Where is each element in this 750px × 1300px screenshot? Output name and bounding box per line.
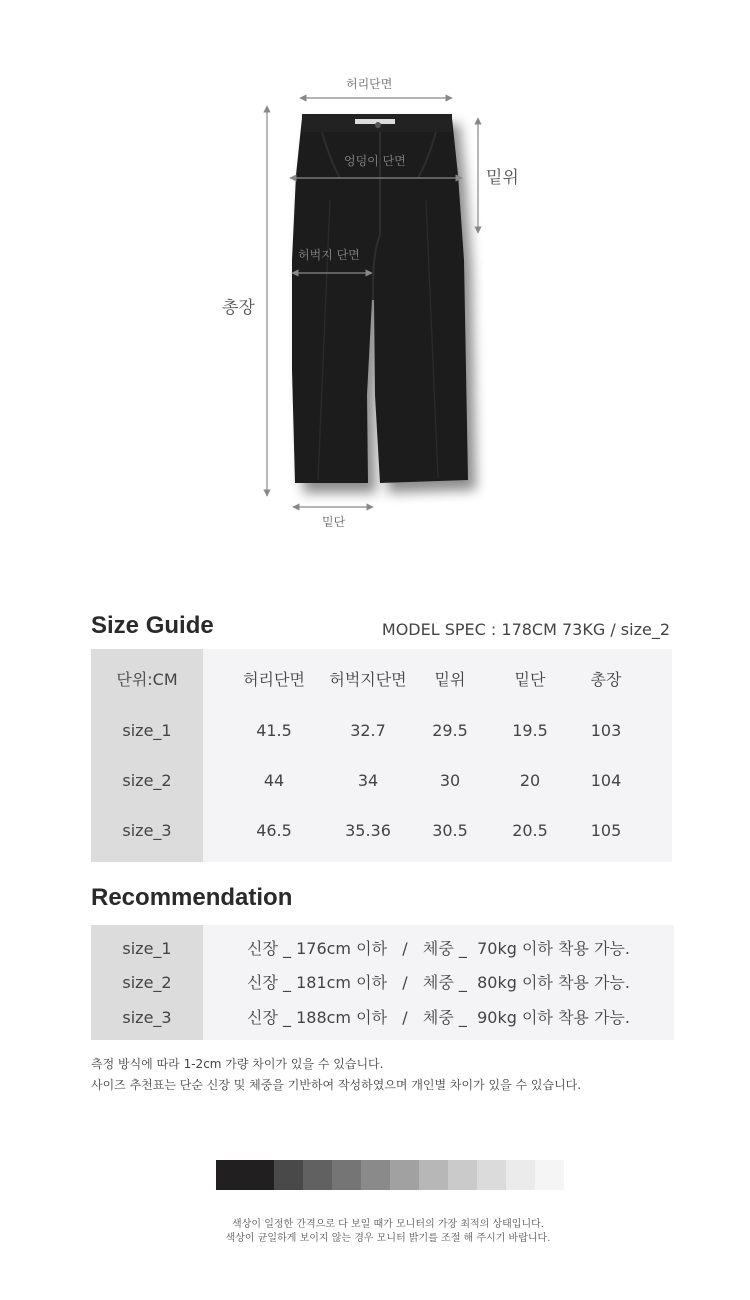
table-row xyxy=(91,706,672,756)
rise-value: 30.5 xyxy=(432,821,468,840)
hem-label: 밑단 xyxy=(322,515,346,529)
recommendation-text: 신장 _ 188cm 이하 / 체중 _ 90kg 이하 착용 가능. xyxy=(247,1008,630,1027)
hem-value: 19.5 xyxy=(512,721,548,740)
calibration-text-1: 색상이 일정한 간격으로 다 보일 때가 모니터의 가장 최적의 상태입니다. xyxy=(232,1219,544,1230)
note-measurement: 측정 방식에 따라 1-2cm 가량 차이가 있을 수 있습니다. xyxy=(91,1057,384,1071)
size-table-header-row xyxy=(91,655,672,705)
grayscale-swatch xyxy=(245,1160,274,1190)
size-guide-title: Size Guide xyxy=(91,612,214,639)
thigh-value: 34 xyxy=(357,771,379,790)
total-length-value: 105 xyxy=(590,821,622,840)
measurement-diagram xyxy=(0,0,750,560)
header-total-length: 총장 xyxy=(590,670,622,689)
grayscale-swatch xyxy=(332,1160,361,1190)
waist-label: 허리단면 xyxy=(346,77,393,91)
rise-value: 29.5 xyxy=(432,721,468,740)
size-table xyxy=(91,649,672,862)
header-unit: 단위:CM xyxy=(116,670,178,689)
recommendation-text: 신장 _ 181cm 이하 / 체중 _ 80kg 이하 착용 가능. xyxy=(247,973,630,992)
recommendation-text: 신장 _ 176cm 이하 / 체중 _ 70kg 이하 착용 가능. xyxy=(247,939,630,958)
size-name: size_1 xyxy=(122,939,172,958)
list-item xyxy=(91,931,674,966)
waist-value: 46.5 xyxy=(256,821,292,840)
grayscale-swatch xyxy=(506,1160,535,1190)
list-item xyxy=(91,1000,674,1035)
grayscale-swatch xyxy=(361,1160,390,1190)
grayscale-swatch xyxy=(448,1160,477,1190)
size-name: size_2 xyxy=(122,771,172,790)
table-row xyxy=(91,806,672,856)
size-name: size_1 xyxy=(122,721,172,740)
table-row xyxy=(91,756,672,806)
rise-value: 30 xyxy=(439,771,461,790)
pants-image xyxy=(292,114,468,483)
grayscale-swatch xyxy=(419,1160,448,1190)
size-name: size_3 xyxy=(122,821,172,840)
grayscale-swatch xyxy=(274,1160,303,1190)
size-name: size_2 xyxy=(122,973,172,992)
waist-value: 44 xyxy=(263,771,285,790)
calibration-text-2: 색상이 균일하게 보이지 않는 경우 모니터 밝기를 조절 해 주시기 바랍니다. xyxy=(225,1233,551,1244)
size-name: size_3 xyxy=(122,1008,172,1027)
total-length-value: 103 xyxy=(590,721,622,740)
rise-label: 밑위 xyxy=(486,168,519,188)
header-hem: 밑단 xyxy=(514,670,546,689)
hem-value: 20.5 xyxy=(512,821,548,840)
grayscale-swatch xyxy=(216,1160,245,1190)
thigh-value: 35.36 xyxy=(345,821,391,840)
grayscale-swatch xyxy=(303,1160,332,1190)
thigh-label: 허벅지 단면 xyxy=(298,248,360,262)
header-thigh: 허벅지단면 xyxy=(329,670,407,689)
recommendation-table xyxy=(91,925,674,1040)
grayscale-swatch xyxy=(390,1160,419,1190)
recommendation-title: Recommendation xyxy=(91,884,293,911)
note-recommendation: 사이즈 추천표는 단순 신장 및 체중을 기반하여 작성하였으며 개인별 차이가 있을 수 있습니다. xyxy=(91,1078,582,1092)
list-item xyxy=(91,965,674,1000)
hem-value: 20 xyxy=(519,771,541,790)
grayscale-calibration-bar xyxy=(216,1160,564,1190)
total-length-value: 104 xyxy=(590,771,622,790)
header-rise: 밑위 xyxy=(434,670,466,689)
total-length-label: 총장 xyxy=(222,298,255,318)
header-waist: 허리단면 xyxy=(243,670,305,689)
thigh-value: 32.7 xyxy=(350,721,386,740)
grayscale-swatch xyxy=(477,1160,506,1190)
hip-label: 엉덩이 단면 xyxy=(344,154,406,168)
waist-value: 41.5 xyxy=(256,721,292,740)
model-spec: MODEL SPEC : 178CM 73KG / size_2 xyxy=(381,620,670,639)
grayscale-swatch xyxy=(535,1160,564,1190)
